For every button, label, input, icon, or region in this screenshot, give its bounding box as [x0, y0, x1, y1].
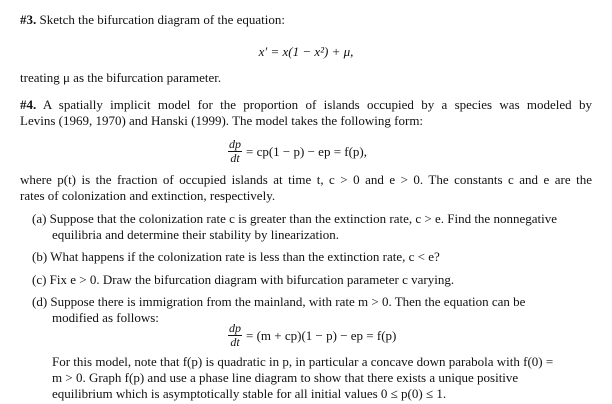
problem3-intro: [20, 12, 285, 28]
problem4-intro-text: A spatially implicit model for the proportion of islands occupied by a species was modeled by: [42, 97, 592, 112]
equation-numerator: dp: [229, 137, 241, 151]
part-a-line2: equilibria and determine their stability by linearization.: [52, 227, 339, 242]
part-b: (b) What happens if the colonization rate is less than the extinction rate, c < e?: [32, 249, 440, 264]
problem4-heading: #4.: [20, 97, 37, 112]
problem3-equation: x′ = x(1 − x²) + μ,: [258, 44, 354, 59]
problem4-intro-line2: Levins (1969, 1970) and Hanski (1999). The model takes the following form:: [20, 113, 424, 128]
problem4-where-line2: rates of colonization and extinction, respectively.: [20, 188, 276, 203]
equation-denominator: dt: [230, 151, 240, 165]
problem4-where-line1: where p(t) is the fraction of occupied islands at time t, c > 0 and e > 0. The constants c and e are the: [20, 172, 592, 187]
part-d-line4: m > 0. Graph f(p) and use a phase line diagram to show that there exists a unique positive: [52, 370, 519, 385]
part-a-line1: (a) Suppose that the colonization rate c is greater than the extinction rate, c > e. Find the nonnegative: [32, 211, 557, 226]
part-d-denominator: dt: [230, 335, 240, 349]
problem3-outro: treating μ as the bifurcation parameter.: [20, 70, 222, 85]
part-d-line5: equilibrium which is asymptotically stable for all initial values 0 ≤ p(0) ≤ 1.: [52, 386, 447, 401]
equation-rhs: = cp(1 − p) − ep = f(p),: [246, 143, 368, 159]
problem4-intro-line1: [20, 97, 592, 113]
problem4-equation: [228, 138, 367, 165]
part-d-numerator: dp: [229, 321, 241, 335]
part-d-line3: For this model, note that f(p) is quadratic in p, in particular a concave down parabola with f(0) =: [52, 354, 554, 369]
problem3-intro-text: Sketch the bifurcation diagram of the equation:: [39, 12, 285, 27]
part-c: (c) Fix e > 0. Draw the bifurcation diagram with bifurcation parameter c varying.: [32, 272, 455, 287]
part-d-fraction: [228, 322, 242, 349]
problem3-heading: #3.: [20, 12, 37, 27]
part-d-line2: modified as follows:: [52, 310, 159, 325]
part-d-line1: (d) Suppose there is immigration from the mainland, with rate m > 0. Then the equation can be: [32, 294, 526, 309]
part-d-equation: [228, 322, 396, 349]
equation-fraction: [228, 138, 242, 165]
part-d-equation-rhs: = (m + cp)(1 − p) − ep = f(p): [246, 327, 397, 343]
